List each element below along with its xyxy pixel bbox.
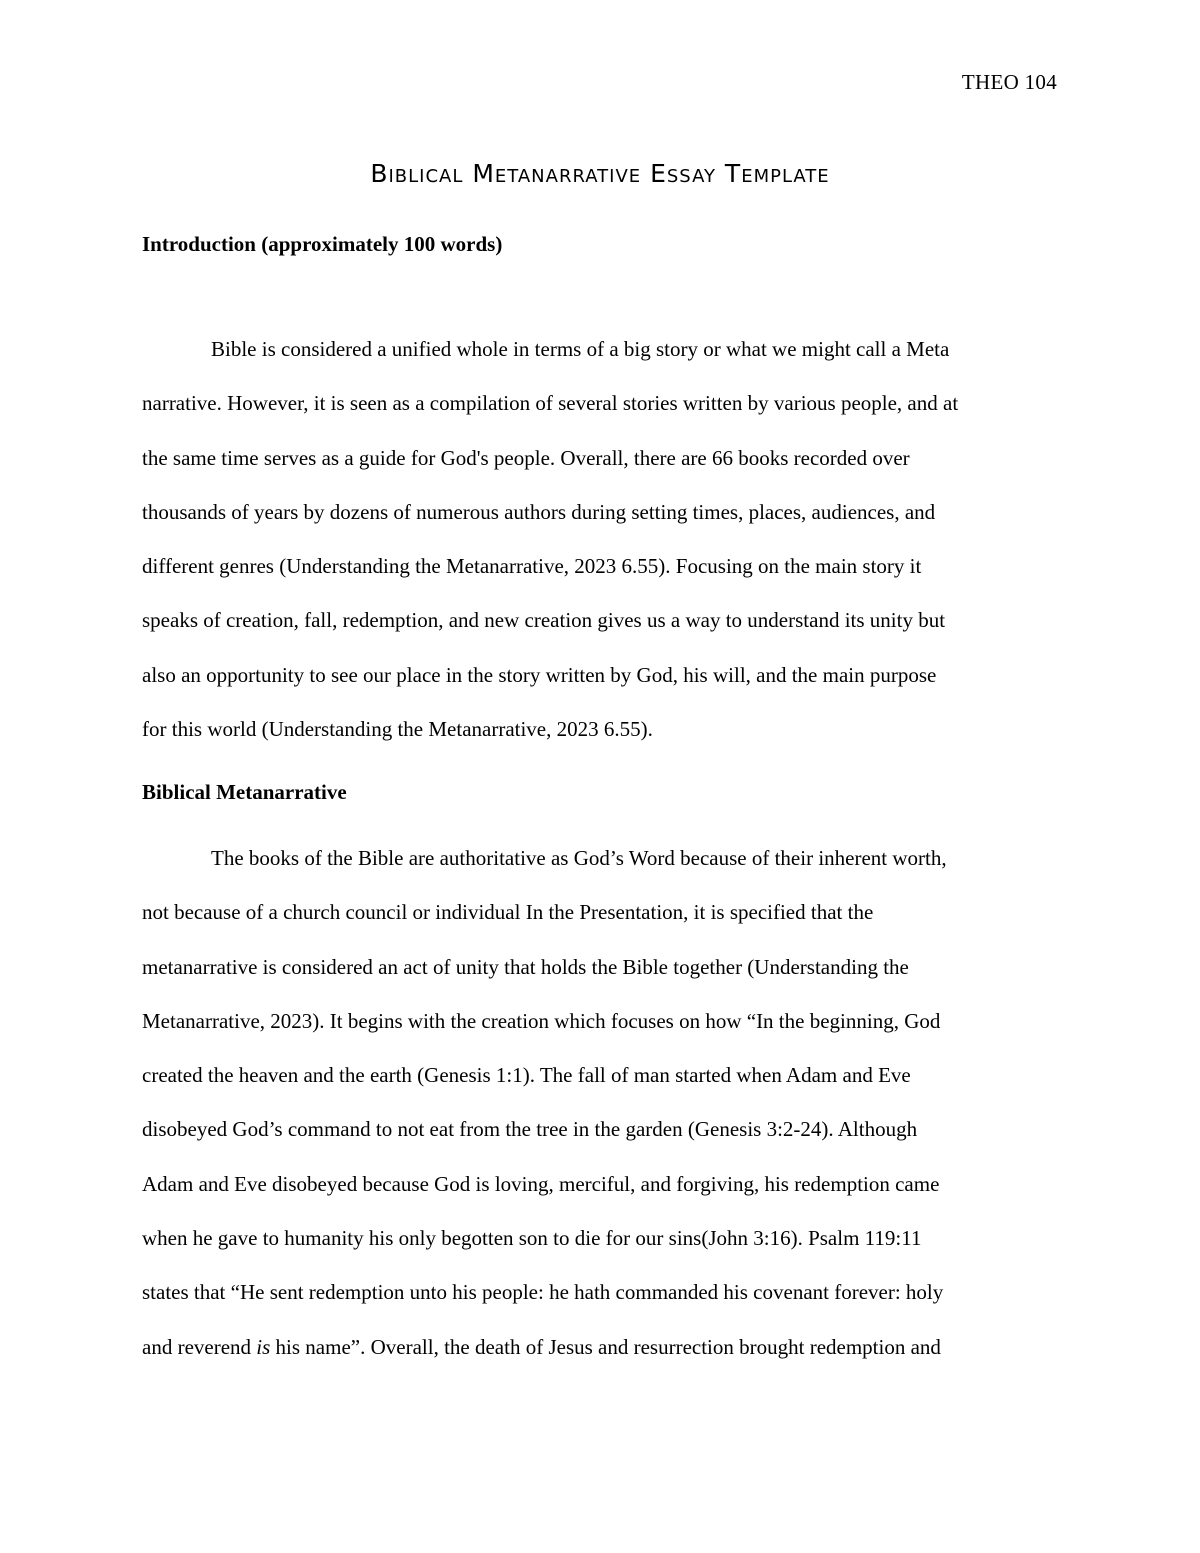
- text-line: The books of the Bible are authoritative as God’s Word because of their inherent worth,: [211, 846, 947, 870]
- text-line: created the heaven and the earth (Genesis 1:1). The fall of man started when Adam and Eve: [142, 1063, 911, 1088]
- text-line: when he gave to humanity his only begotten son to die for our sins(John 3:16). Psalm 119:11: [142, 1226, 922, 1251]
- text-line: for this world (Understanding the Metanarrative, 2023 6.55).: [142, 717, 653, 742]
- text-line: different genres (Understanding the Metanarrative, 2023 6.55). Focusing on the main story it: [142, 554, 922, 579]
- text-segment: and reverend: [142, 1334, 257, 1359]
- paragraph-introduction: [142, 322, 1058, 756]
- text-line: metanarrative is considered an act of unity that holds the Bible together (Understanding the: [142, 954, 909, 979]
- text-line: also an opportunity to see our place in the story written by God, his will, and the main purpose: [142, 662, 937, 687]
- text-line: thousands of years by dozens of numerous authors during setting times, places, audiences, and: [142, 499, 936, 524]
- text-line: disobeyed God’s command to not eat from the tree in the garden (Genesis 3:2-24). Although: [142, 1117, 918, 1142]
- italic-text: is: [256, 1334, 271, 1359]
- document-title: Biblical Metanarrative Essay Template: [370, 158, 830, 188]
- text-line-last: [142, 1320, 1058, 1374]
- text-line: Adam and Eve disobeyed because God is loving, merciful, and forgiving, his redemption came: [142, 1171, 940, 1196]
- section-heading-introduction: Introduction (approximately 100 words): [142, 232, 503, 256]
- text-line: the same time serves as a guide for God's people. Overall, there are 66 books recorded over: [142, 445, 910, 470]
- text-line: speaks of creation, fall, redemption, and new creation gives us a way to understand its unity but: [142, 608, 946, 633]
- text-segment: his name”. Overall, the death of Jesus and resurrection brought redemption and: [270, 1334, 941, 1359]
- text-line: states that “He sent redemption unto his people: he hath commanded his covenant forever: holy: [142, 1280, 944, 1305]
- section-heading-biblical-metanarrative: Biblical Metanarrative: [142, 780, 347, 804]
- running-header-course: THEO 104: [961, 70, 1057, 94]
- text-line: Bible is considered a unified whole in terms of a big story or what we might call a Meta: [211, 337, 950, 361]
- text-line: narrative. However, it is seen as a compilation of several stories written by various people, and at: [142, 391, 959, 416]
- text-line: Metanarrative, 2023). It begins with the creation which focuses on how “In the beginning, God: [142, 1008, 941, 1033]
- paragraph-biblical-metanarrative: [142, 831, 1058, 1374]
- text-line: not because of a church council or individual In the Presentation, it is specified that the: [142, 900, 874, 925]
